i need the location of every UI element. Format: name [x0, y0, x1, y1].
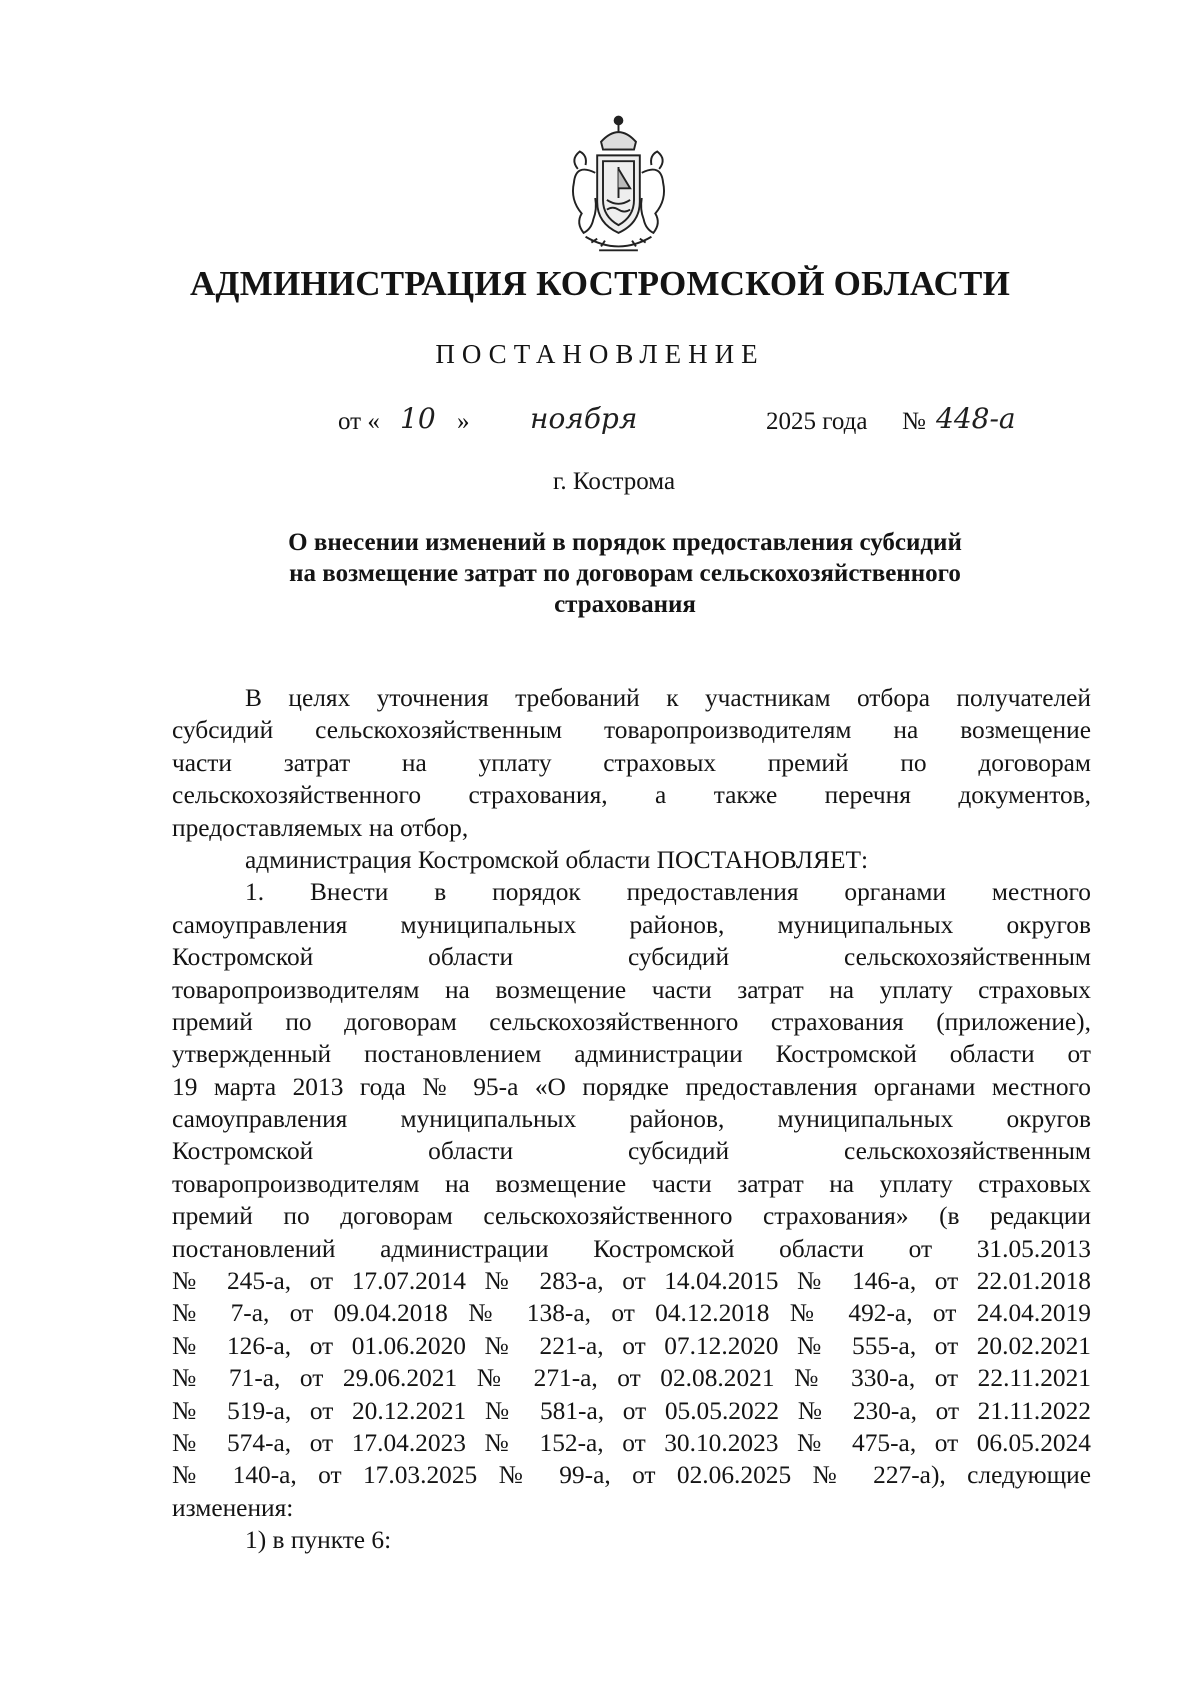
body-text-line: сельскохозяйственного страхования, а также перечня документов,: [172, 781, 1091, 810]
body-text-line: самоуправления муниципальных районов, муниципальных округов: [172, 1105, 1091, 1134]
body-text-line: 1) в пункте 6:: [245, 1526, 392, 1555]
body-text-line: № 140-а, от 17.03.2025 № 99-а, от 02.06.2025 № 227-а), следующие: [172, 1461, 1091, 1490]
body-text-line: предоставляемых на отбор,: [172, 813, 469, 842]
body-text-line: № 574-а, от 17.04.2023 № 152-а, от 30.10.2023 № 475-а, от 06.05.2024: [172, 1428, 1091, 1457]
body-text-line: В целях уточнения требований к участникам отбора получателей: [245, 684, 1091, 712]
document-title: [170, 527, 1080, 620]
body-text-line: администрация Костромской области ПОСТАНОВЛЯЕТ:: [245, 845, 869, 874]
body-text-line: субсидий сельскохозяйственным товаропроизводителям на возмещение: [172, 716, 1091, 745]
body-text-line: самоуправления муниципальных районов, муниципальных округов: [172, 910, 1091, 939]
body-text-line: постановлений администрации Костромской области от 31.05.2013: [172, 1234, 1091, 1263]
date-close-quote: »: [457, 408, 470, 435]
date-day-handwritten: 10: [400, 402, 436, 435]
body-text-line: Костромской области субсидий сельскохозяйственным: [172, 1137, 1091, 1166]
body-text-line: премий по договорам сельскохозяйственного страхования» (в редакции: [172, 1202, 1091, 1231]
title-line: на возмещение затрат по договорам сельскохозяйственного: [289, 560, 961, 587]
body-text-line: Костромской области субсидий сельскохозяйственным: [172, 943, 1091, 972]
document-number-handwritten: 448-а: [936, 402, 1016, 435]
number-sign: №: [902, 408, 926, 435]
body-text-line: № 71-а, от 29.06.2021 № 271-а, от 02.08.2021 № 330-а, от 22.11.2021: [172, 1364, 1091, 1393]
body-text-line: 1. Внести в порядок предоставления органами местного: [245, 878, 1091, 907]
city: г. Кострома: [552, 468, 676, 495]
organization-name: АДМИНИСТРАЦИЯ КОСТРОМСКОЙ ОБЛАСТИ: [189, 264, 1011, 303]
coat-of-arms-emblem-icon: [541, 105, 696, 260]
body-text-line: премий по договорам сельскохозяйственного страхования (приложение),: [172, 1007, 1091, 1036]
body-text-line: № 519-а, от 20.12.2021 № 581-а, от 05.05.2022 № 230-а, от 21.11.2022: [172, 1396, 1091, 1425]
date-prefix: от «: [338, 408, 380, 435]
body-text-line: № 126-а, от 01.06.2020 № 221-а, от 07.12.2020 № 555-а, от 20.02.2021: [172, 1331, 1091, 1360]
date-year: 2025 года: [766, 408, 868, 435]
title-line: страхования: [554, 591, 696, 618]
title-line: О внесении изменений в порядок предоставления субсидий: [288, 529, 962, 556]
document-type: ПОСТАНОВЛЕНИЕ: [435, 339, 765, 369]
date-month-handwritten: ноября: [530, 402, 638, 435]
body-text-line: № 7-а, от 09.04.2018 № 138-а, от 04.12.2018 № 492-а, от 24.04.2019: [172, 1299, 1091, 1328]
body-text-line: товаропроизводителям на возмещение части затрат на уплату страховых: [172, 1169, 1091, 1198]
document-body: [172, 682, 1091, 1557]
body-text-line: части затрат на уплату страховых премий по договорам: [172, 748, 1091, 777]
body-text-line: 19 марта 2013 года № 95-а «О порядке предоставления органами местного: [172, 1072, 1091, 1101]
body-text-line: товаропроизводителям на возмещение части затрат на уплату страховых: [172, 975, 1091, 1004]
body-text-line: № 245-а, от 17.07.2014 № 283-а, от 14.04.2015 № 146-а, от 22.01.2018: [172, 1267, 1091, 1296]
body-text-line: утвержденный постановлением администрации Костромской области от: [172, 1040, 1091, 1069]
date-number-line: [0, 400, 1200, 444]
body-text-line: изменения:: [172, 1493, 294, 1522]
